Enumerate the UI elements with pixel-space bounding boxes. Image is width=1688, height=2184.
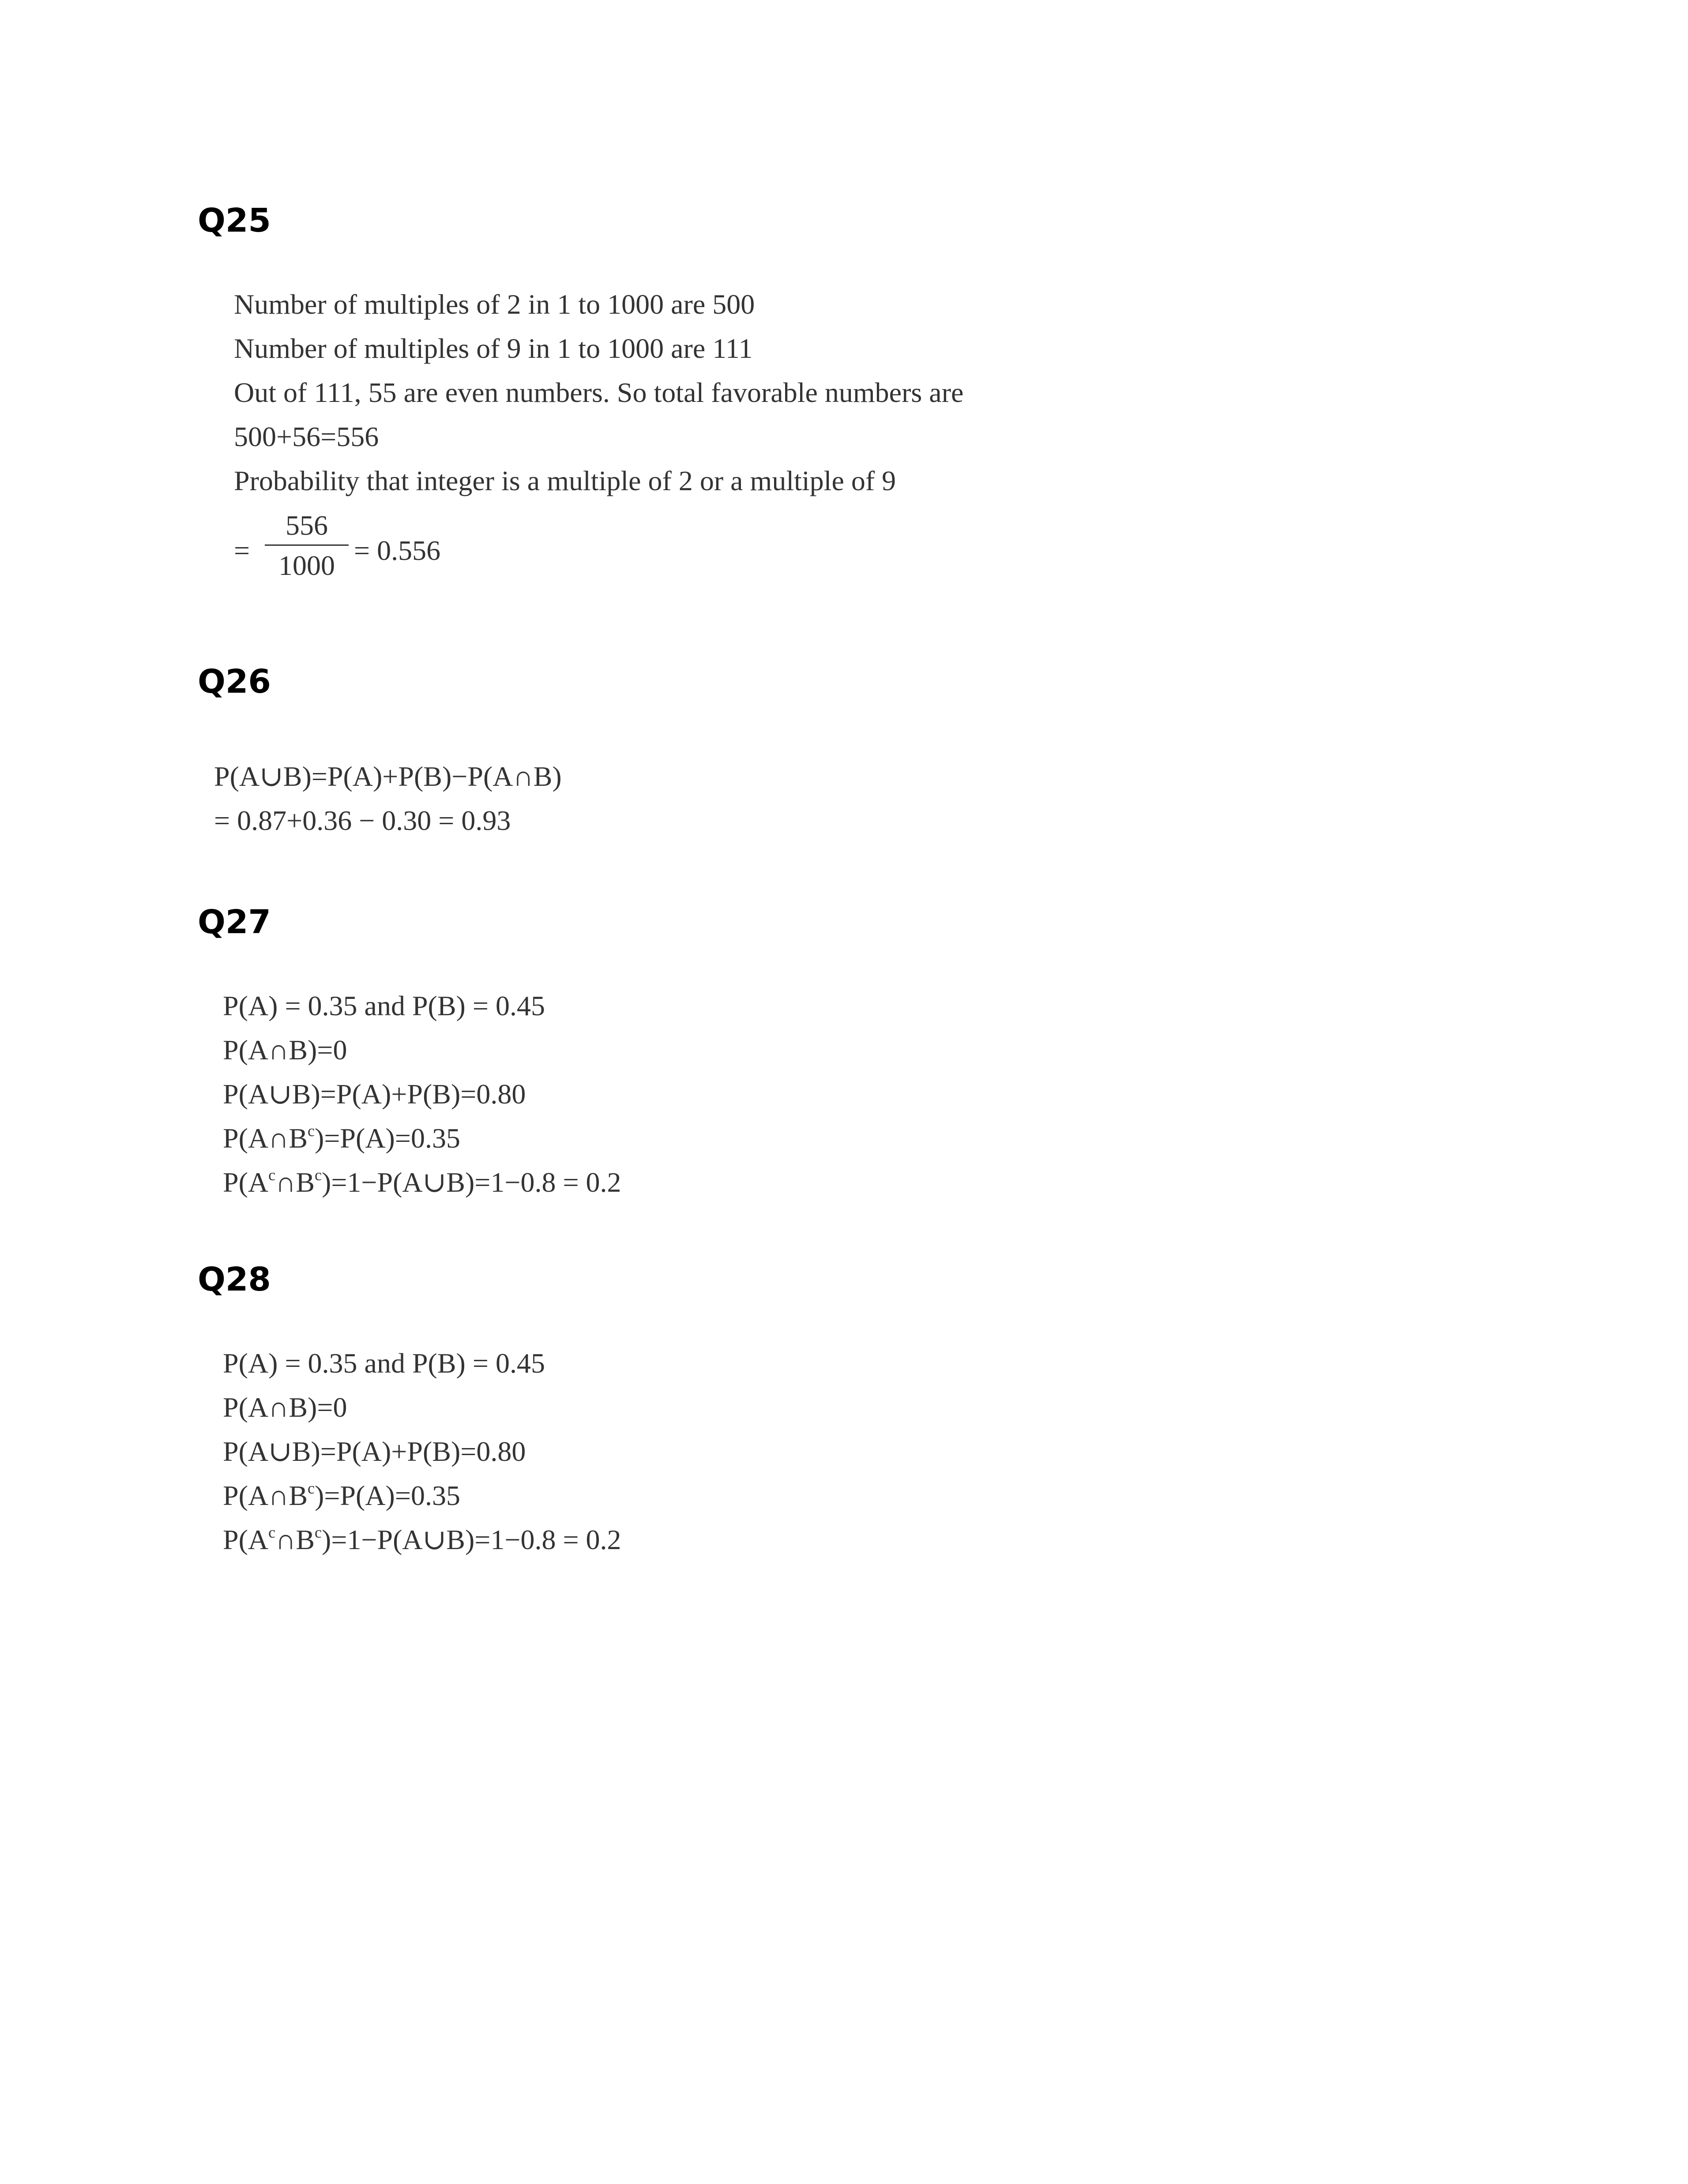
answer-block [214, 754, 562, 843]
answer-line: 500+56=556 [234, 421, 379, 452]
answer-line: P(A) = 0.35 and P(B) = 0.45 [223, 1347, 545, 1379]
expr-part: ∩B [275, 1167, 315, 1198]
complement-superscript: c [308, 1122, 315, 1140]
expr-part: P(A∩B [223, 1122, 308, 1154]
answer-line [223, 1474, 621, 1518]
answer-block [234, 282, 963, 582]
answer-line: P(A∪B)=P(A)+P(B)=0.80 [223, 1078, 526, 1110]
answer-block [223, 984, 621, 1205]
question-heading: Q26 [198, 663, 271, 701]
answer-line [223, 1116, 621, 1160]
expr-part: ∩B [275, 1524, 315, 1555]
answer-line: P(A∪B)=P(A)+P(B)=0.80 [223, 1436, 526, 1467]
question-heading: Q27 [198, 903, 271, 941]
fraction-expression [234, 507, 963, 582]
expr-part: )=P(A)=0.35 [315, 1122, 460, 1154]
expr-part: )=P(A)=0.35 [315, 1480, 460, 1511]
question-heading: Q25 [198, 202, 271, 240]
expr-part: )=1−P(A∪B)=1−0.8 = 0.2 [322, 1524, 621, 1555]
answer-line: Number of multiples of 2 in 1 to 1000 are 500 [234, 289, 755, 320]
answer-line: P(A) = 0.35 and P(B) = 0.45 [223, 990, 545, 1021]
answer-line [223, 1160, 621, 1205]
expr-part: P(A [223, 1167, 269, 1198]
complement-superscript: c [308, 1479, 315, 1497]
answer-line: Out of 111, 55 are even numbers. So total favorable numbers are [234, 377, 964, 408]
expr-part: P(A∩B [223, 1480, 308, 1511]
complement-superscript: c [315, 1166, 322, 1184]
answer-line: P(A∩B)=0 [223, 1392, 347, 1423]
fraction-denominator: 1000 [278, 550, 335, 581]
question-heading: Q28 [198, 1261, 271, 1298]
complement-superscript: c [268, 1166, 276, 1184]
equals-sign: = [234, 535, 250, 566]
fraction-bar [265, 544, 349, 546]
fraction-result: = 0.556 [354, 535, 441, 566]
fraction-numerator: 556 [286, 510, 328, 541]
answer-line: P(A∩B)=0 [223, 1034, 347, 1066]
fraction [265, 507, 349, 584]
answer-line: P(A∪B)=P(A)+P(B)−P(A∩B) [214, 761, 562, 792]
expr-part: )=1−P(A∪B)=1−0.8 = 0.2 [322, 1167, 621, 1198]
answer-line [223, 1518, 621, 1562]
answer-block [223, 1341, 621, 1562]
answer-line: Probability that integer is a multiple of 2 or a multiple of 9 [234, 465, 896, 496]
expr-part: P(A [223, 1524, 269, 1555]
complement-superscript: c [315, 1524, 322, 1541]
answer-line: = 0.87+0.36 − 0.30 = 0.93 [214, 805, 511, 836]
answer-line: Number of multiples of 9 in 1 to 1000 are 111 [234, 333, 753, 364]
complement-superscript: c [268, 1524, 276, 1541]
